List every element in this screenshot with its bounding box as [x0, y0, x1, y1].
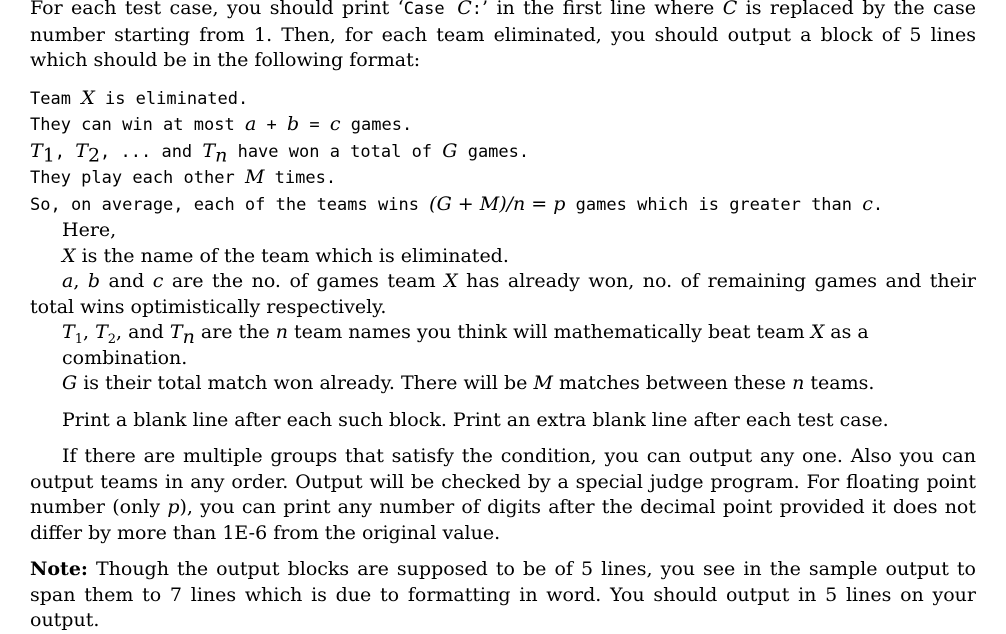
code-text: , — [54, 141, 76, 162]
math-var: T — [95, 321, 108, 343]
text: teams. — [804, 372, 875, 394]
output-intro-paragraph — [30, 0, 976, 74]
text: matches between these — [552, 372, 793, 394]
math-var: p — [167, 496, 180, 518]
math-var: T — [202, 139, 216, 162]
text: If there are multiple groups that satisfy the condition, you can output any one. Also you can output teams in any order. Output will be checked by a special judge program. For floating point number (only — [30, 445, 976, 518]
code-text: times. — [264, 168, 337, 188]
math-var: C — [722, 0, 738, 19]
subscript: n — [182, 325, 195, 348]
code-text: games. — [340, 115, 413, 135]
format-line-4 — [30, 165, 976, 192]
math-var: G — [62, 372, 78, 394]
math-var: M — [244, 166, 265, 188]
text: and — [100, 270, 153, 292]
code-text: They play each other — [30, 168, 245, 188]
math-var: T — [30, 139, 43, 162]
code-text: have won a total of — [227, 141, 443, 162]
output-format-block — [30, 86, 976, 219]
text: team names you think will mathematically beat team — [287, 321, 811, 343]
format-line-3 — [30, 139, 976, 166]
math-var: X — [81, 86, 95, 109]
math-var: c — [152, 270, 164, 292]
text: ), you can print any number of digits after the decimal point provided it does not differ by more than 1E-6 from the original value. — [30, 496, 976, 544]
problem-statement — [30, 0, 976, 634]
format-line-2 — [30, 112, 976, 139]
text: , — [82, 321, 96, 343]
text: , and — [116, 321, 170, 343]
code-text: + — [256, 115, 287, 135]
subscript: 2 — [87, 143, 101, 166]
code-text: games which is greater than — [565, 194, 863, 215]
here-g-line — [30, 371, 976, 397]
code-text: Team — [30, 88, 82, 109]
subscript: 1 — [74, 331, 83, 347]
multiple-groups-paragraph — [30, 444, 976, 546]
math-var: M — [533, 372, 553, 394]
math-var: a — [244, 113, 257, 135]
math-var: b — [286, 113, 300, 135]
text: are the no. of games team — [163, 270, 445, 292]
math-var: C — [457, 0, 472, 19]
code-text: is eliminated. — [94, 88, 249, 109]
math-var: X — [62, 244, 76, 267]
here-abc-paragraph — [30, 269, 976, 320]
code-text: So, on average, each of the teams wins — [30, 194, 430, 215]
math-var: n — [275, 321, 288, 343]
math-var: n — [792, 372, 805, 394]
math-var: T — [75, 139, 88, 162]
math-var: b — [87, 270, 101, 292]
code-text: games. — [457, 141, 530, 162]
math-var: a — [62, 270, 74, 292]
math-var: X — [444, 270, 458, 292]
text: is their total match won already. There will be — [77, 372, 534, 394]
math-var: X — [810, 321, 825, 343]
code-text: , ... and — [100, 141, 203, 162]
code-text: Case — [403, 0, 458, 19]
math-formula: (G + M)/n = p — [429, 192, 566, 215]
text: has already won, no. of remaining games and their total wins optimistically respectively. — [30, 270, 977, 318]
code-text: = — [299, 115, 330, 135]
here-x-line — [30, 244, 976, 270]
code-text: They can win at most — [30, 115, 245, 135]
text: For each test case, you should print ‘ — [30, 0, 404, 19]
here-label: Here, — [62, 219, 117, 241]
math-var: T — [169, 321, 183, 343]
here-tn-line — [30, 320, 976, 371]
code-text: . — [872, 194, 884, 215]
text: is replaced by the case number starting from 1. Then, for each team eliminated, you should output a block of 5 lines which should be in the following format: — [30, 0, 976, 71]
subscript: n — [215, 143, 228, 166]
subscript: 1 — [42, 143, 55, 166]
subscript: 2 — [107, 331, 117, 347]
code-text: : — [471, 0, 483, 19]
math-var: G — [442, 139, 458, 162]
math-var: c — [862, 192, 873, 215]
math-var: T — [62, 321, 75, 343]
text: is the name of the team which is eliminated. — [75, 244, 509, 267]
text: ’ in the first line where — [482, 0, 723, 19]
format-line-1 — [30, 86, 976, 113]
note-paragraph — [30, 557, 976, 634]
text: are the — [194, 321, 276, 343]
text: as a combination. — [62, 321, 869, 369]
text: , — [73, 270, 88, 292]
format-line-5 — [30, 192, 976, 219]
note-label: Note: — [30, 558, 88, 580]
note-text: Though the output blocks are supposed to be of 5 lines, you see in the sample output to span them to 7 lines which is due to formatting in word. You should output in 5 lines on your output. — [30, 558, 976, 631]
math-var: c — [329, 113, 341, 135]
blank-line-paragraph: Print a blank line after each such block. Print an extra blank line after each test case. — [62, 408, 889, 431]
